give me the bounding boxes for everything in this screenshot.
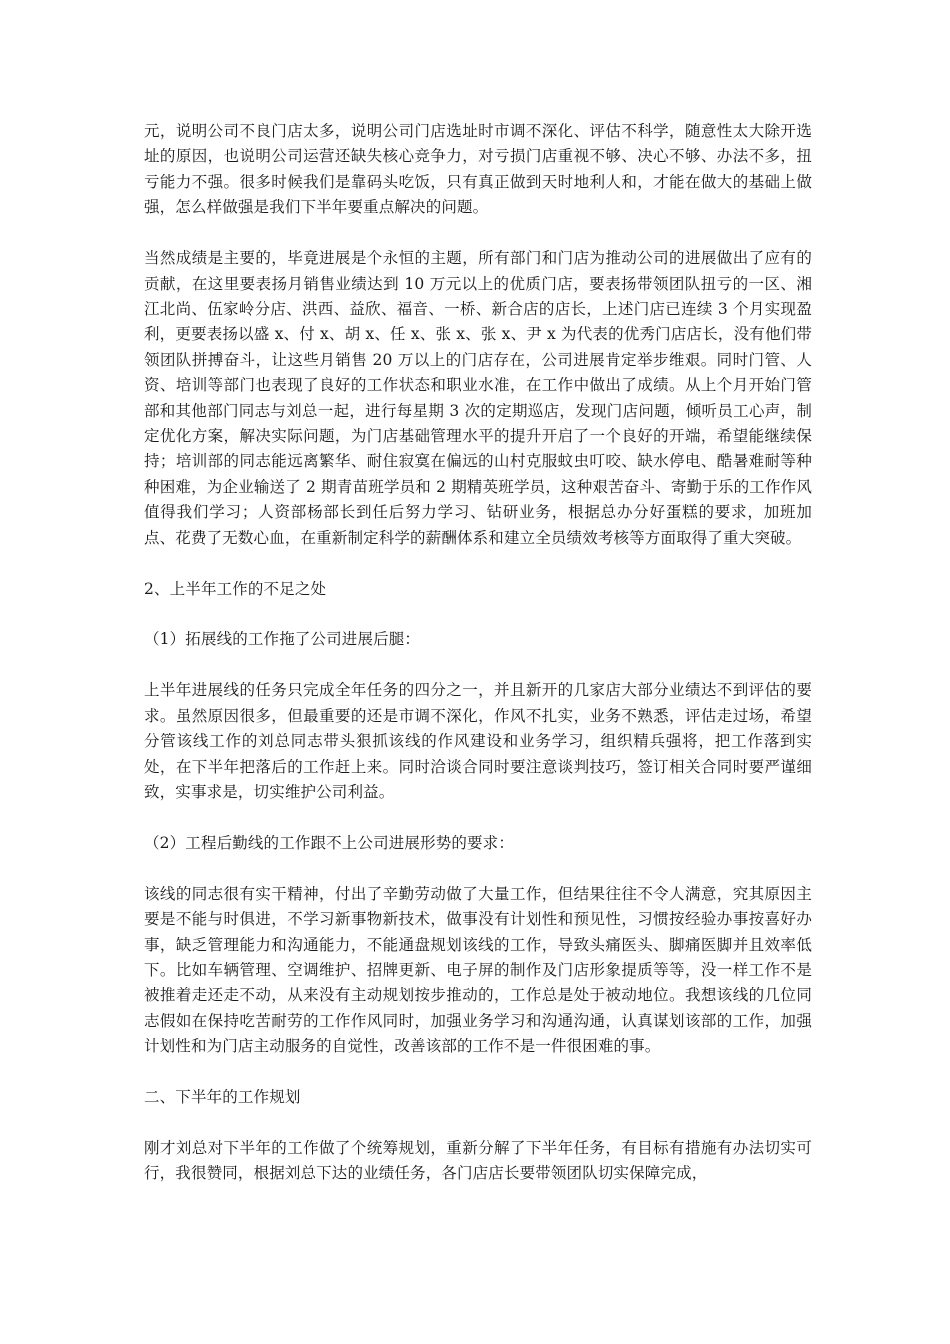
section-heading-shortcomings: 2、上半年工作的不足之处: [144, 579, 327, 598]
paragraph-poor-stores: 元，说明公司不良门店太多，说明公司门店选址时市调不深化、评估不科学，随意性太大除开选址的原因，也说明公司运营还缺失核心竞争力，对亏损门店重视不够、决心不够、办法不多，扭亏能力不强。很多时候我们是靠码头吃饭，只有真正做到天时地利人和，才能在做大的基础上做强，怎么样做强是我们下半年要重点解决的问题。: [144, 122, 812, 217]
paragraph-expansion-line: 上半年进展线的任务只完成全年任务的四分之一，并且新开的几家店大部分业绩达不到评估的要求。虽然原因很多，但最重要的还是市调不深化，作风不扎实，业务不熟悉，评估走过场，希望分管该线工作的刘总同志带头狠抓该线的作风建设和业务学习，组织精兵强将，把工作落到实处，在下半年把落后的工作赶上来。同时洽谈合同时要注意谈判技巧，签订相关合同时要严谨细致，实事求是，切实维护公司利益。: [144, 681, 812, 801]
subheading-logistics-line: （2）工程后勤线的工作跟不上公司进展形势的要求：: [144, 833, 514, 852]
section-heading-second-half-plan: 二、下半年的工作规划: [144, 1088, 301, 1107]
document-body: [144, 119, 812, 1212]
paragraph-logistics-line: 该线的同志很有实干精神，付出了辛勤劳动做了大量工作，但结果往往不令人满意，究其原因主要是不能与时俱进，不学习新事物新技术，做事没有计划性和预见性，习惯按经验办事按喜好办事，缺乏管理能力和沟通能力，不能通盘规划该线的工作，导致头痛医头、脚痛医脚并且效率低下。比如车辆管理、空调维护、招牌更新、电子屏的制作及门店形象提质等等，没一样工作不是被推着走还走不动，从来没有主动规划按步推动的，工作总是处于被动地位。我想该线的几位同志假如在保持吃苦耐劳的工作作风同时，加强业务学习和沟通沟通，认真谋划该部的工作，加强计划性和为门店主动服务的自觉性，改善该部的工作不是一件很困难的事。: [144, 884, 812, 1056]
paragraph-second-half-plan: 刚才刘总对下半年的工作做了个统筹规划，重新分解了下半年任务，有目标有措施有办法切实可行，我很赞同，根据刘总下达的业绩任务，各门店店长要带领团队切实保障完成，: [144, 1139, 812, 1183]
subheading-expansion-line: （1）拓展线的工作拖了公司进展后腿：: [144, 630, 421, 649]
paragraph-achievements: 当然成绩是主要的，毕竟进展是个永恒的主题，所有部门和门店为推动公司的进展做出了应有的贡献，在这里要表扬月销售业绩达到 10 万元以上的优质门店，要表扬带领团队扭亏的一区、湘江北尚、伍家岭分店、洪西、益欣、福音、一桥、新合店的店长，上述门店已连续 3 个月实现盈利，更要表扬以盛 x、付 x、胡 x、任 x、张 x、张 x、尹 x 为代表的优秀门店店长，没有他们带领团队拼搏奋斗，让这些月销售 20 万以上的门店存在，公司进展肯定举步维艰。同时门管、人资、培训等部门也表现了良好的工作状态和职业水准，在工作中做出了成绩。从上个月开始门管部和其他部门同志与刘总一起，进行每星期 3 次的定期巡店，发现门店问题，倾听员工心声，制定优化方案，解决实际问题，为门店基础管理水平的提升开启了一个良好的开端，希望能继续保持；培训部的同志能远离繁华、耐住寂寞在偏远的山村克服蚊虫叮咬、缺水停电、酷暑难耐等种种困难，为企业输送了 2 期青苗班学员和 2 期精英班学员，这种艰苦奋斗、寄勤于乐的工作作风值得我们学习；人资部杨部长到任后努力学习、钻研业务，根据总办分好蛋糕的要求，加班加点、花费了无数心血，在重新制定科学的薪酬体系和建立全员绩效考核等方面取得了重大突破。: [144, 249, 812, 547]
